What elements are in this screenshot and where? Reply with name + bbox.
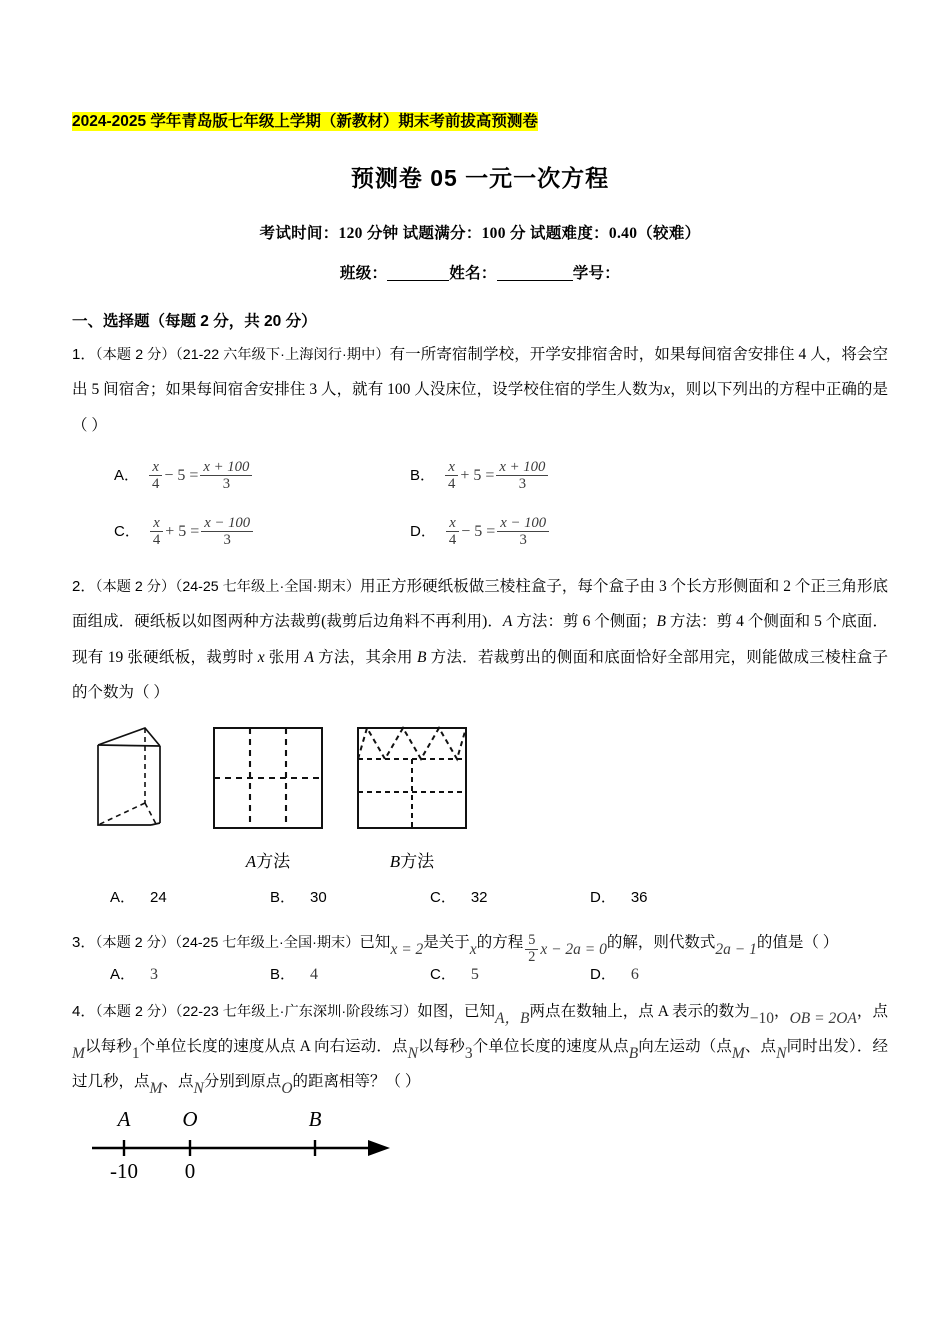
question-1-number: 1．	[72, 346, 96, 363]
question-4-t7: 以每秒	[417, 1037, 465, 1055]
question-4-math-b: B	[628, 1044, 639, 1062]
exam-meta-line: 考试时间：120 分钟 试题满分：100 分 试题难度：0.40（较难）	[259, 225, 701, 242]
question-3	[72, 925, 888, 966]
question-4-math-n3: N	[193, 1080, 204, 1098]
question-2-choice-a[interactable]	[110, 886, 270, 907]
number-line-svg	[82, 1104, 402, 1190]
class-blank	[387, 280, 449, 281]
question-4-t13: 分别到原点	[203, 1073, 282, 1091]
choice-value: 6	[630, 965, 639, 983]
choice-value: 5	[470, 965, 479, 983]
question-4-math-n: N	[407, 1044, 418, 1062]
question-4-math-neg10: −10	[749, 1009, 774, 1027]
fraction-rhs: $\frac{x + 100}{3}$	[200, 459, 252, 493]
question-1-var: x	[663, 381, 671, 399]
question-1-points: （本题 2 分）	[95, 347, 176, 363]
choice-value: 4	[310, 965, 319, 983]
fraction-lhs: $\frac{x}{4}$	[150, 515, 163, 549]
triangular-prism-svg	[88, 724, 183, 836]
choice-letter: A．	[114, 467, 140, 485]
question-4-t2: 两点在数轴上，点 A 表示的数为	[529, 1002, 750, 1020]
figure-method-a-caption: A方法	[245, 852, 291, 872]
method-b-label: B	[656, 613, 666, 631]
question-2-number: 2．	[72, 577, 96, 595]
choice-value: 36	[630, 889, 648, 907]
method-b-svg	[353, 724, 471, 836]
fraction-lhs: $\frac{x}{4}$	[445, 459, 458, 493]
method-a-label: A	[502, 613, 513, 631]
question-4-t11: 同时出发）．经过几秒，点	[72, 1037, 888, 1091]
exam-banner-title: 2024-2025 学年青岛版七年级上学期（新教材）期末考前拔高预测卷	[72, 113, 538, 130]
figure-method-b-caption: B方法	[389, 852, 435, 872]
number-line-value-zero: 0	[184, 1158, 196, 1183]
number-line-label-b: B	[308, 1106, 322, 1131]
choice-value: 32	[470, 889, 488, 907]
question-3-t3: 的方程	[476, 934, 524, 952]
number-line-value-neg10: -10	[110, 1158, 138, 1183]
question-3-points: （本题 2 分）	[95, 935, 175, 952]
question-4-number-line	[72, 1104, 888, 1195]
question-2-text-e: 方法．若裁剪出的侧面和底面恰好全部用完，则能做成三棱柱盒子的个数为（ ）	[72, 648, 888, 701]
method-a-label-2: A	[304, 648, 314, 666]
fraction-lhs: $\frac{x}{4}$	[446, 515, 459, 549]
question-1-choice-d[interactable]	[372, 515, 888, 549]
choice-letter: B．	[270, 889, 296, 907]
number-label: 学号：	[572, 265, 621, 282]
choice-operator: − 5 =	[461, 523, 496, 541]
question-2-choices	[72, 886, 888, 907]
question-1-text2: ，则以下列出的方程中正确的是（ ）	[72, 381, 888, 434]
question-3-t2: 是关于	[423, 934, 470, 952]
choice-operator: − 5 =	[164, 467, 199, 485]
question-4-math-ob-2oa: OB = 2OA	[789, 1009, 857, 1027]
question-4-math-3: 3	[464, 1044, 473, 1062]
question-4-math-ab: A，B	[495, 1009, 530, 1027]
question-3-math-2a-minus-1: 2a − 1	[715, 941, 757, 959]
question-4-t12: 、点	[162, 1073, 194, 1091]
name-blank	[497, 280, 573, 281]
question-3-t4: 的解，则代数式	[606, 934, 716, 952]
choice-letter: B．	[270, 965, 296, 983]
question-2-text-a: 方法：剪 6 个侧面；	[512, 613, 657, 631]
number-line-label-o: O	[182, 1106, 198, 1131]
question-4-t9: 向左运动（点	[638, 1037, 732, 1055]
question-1-choice-b[interactable]	[372, 459, 888, 493]
question-4-t1: 如图，已知	[417, 1002, 496, 1020]
question-3-source: （24-25 七年级上·全国·期末）	[174, 935, 360, 952]
figure-triangular-prism	[88, 724, 183, 841]
question-3-math-x: x	[469, 941, 477, 959]
method-a-svg	[209, 724, 327, 836]
question-2-text: 用正方形硬纸板做三棱柱盒子，每个盒子由 3 个长方形侧面和 2 个正三角形底面组成．硬纸板以如图两种方法裁剪(裁剪后边角料不再利用)．	[72, 577, 888, 631]
name-label: 姓名：	[449, 265, 497, 282]
question-3-choices	[72, 963, 888, 984]
question-2-text-d: 方法，其余用	[314, 648, 417, 666]
question-2-text-b: 方法：剪 4 个侧面和 5 个底面．现有 19 张硬纸板，裁剪时	[72, 613, 888, 666]
fraction-lhs: $\frac{x}{4}$	[149, 459, 162, 493]
question-2-choice-c[interactable]	[430, 886, 590, 907]
page-title: 预测卷 05 一元一次方程	[350, 165, 610, 191]
question-4-math-1: 1	[131, 1044, 140, 1062]
question-4-t6: 个单位长度的速度从点 A 向右运动．点	[139, 1037, 408, 1055]
question-3-math-equation: $\frac{5}{2}$ x − 2a = 0	[523, 932, 607, 967]
question-1-choice-c[interactable]	[72, 515, 372, 549]
question-3-math-x-equals-2: x = 2	[390, 941, 424, 959]
choice-letter: A．	[110, 965, 136, 983]
fraction-rhs: $\frac{x - 100}{3}$	[497, 515, 549, 549]
number-line-label-a: A	[117, 1106, 131, 1131]
question-1	[72, 337, 888, 443]
choice-operator: + 5 =	[165, 523, 200, 541]
choice-letter: C．	[430, 965, 456, 983]
choice-letter: C．	[114, 523, 140, 541]
question-2-var-x: x	[257, 648, 265, 666]
question-2-text-c: 张用	[264, 648, 305, 666]
choice-letter: D．	[590, 965, 616, 983]
question-4-math-o: O	[281, 1080, 293, 1098]
figure-method-b	[353, 724, 471, 872]
question-4	[72, 994, 888, 1100]
figure-method-a	[209, 724, 327, 872]
question-2-figures	[72, 724, 888, 872]
question-2-source: （24-25 七年级上·全国·期末）	[175, 578, 361, 595]
question-2-points: （本题 2 分）	[95, 578, 176, 595]
question-2-choice-d[interactable]	[590, 886, 888, 907]
choice-letter: C．	[430, 889, 456, 907]
question-3-t1: 已知	[359, 934, 391, 952]
question-4-points: （本题 2 分）	[95, 1003, 176, 1020]
question-1-source: （21-22 六年级下·上海闵行·期中）	[175, 347, 390, 363]
question-3-number: 3．	[72, 934, 96, 952]
question-4-t14: 的距离相等？（ ）	[292, 1073, 421, 1091]
question-4-t10: 、点	[744, 1037, 777, 1055]
question-4-number: 4．	[72, 1002, 96, 1020]
question-4-t3: ，	[773, 1002, 790, 1020]
question-4-math-n2: N	[776, 1044, 787, 1062]
question-3-t5: 的值是（ ）	[756, 934, 839, 952]
question-4-t4: ，点	[856, 1002, 888, 1020]
question-4-source: （22-23 七年级上·广东深圳·阶段练习）	[175, 1003, 418, 1020]
question-4-t5: 以每秒	[84, 1037, 132, 1055]
choice-letter: D．	[410, 523, 436, 541]
student-info-line	[72, 261, 888, 283]
choice-value: 24	[150, 889, 167, 907]
question-3-choice-a[interactable]	[110, 963, 270, 984]
question-4-math-m3: M	[149, 1080, 163, 1098]
choice-value: 3	[150, 965, 159, 983]
question-1-choices	[72, 459, 888, 549]
question-2	[72, 569, 888, 710]
method-b-label-2: B	[417, 648, 427, 666]
question-4-math-m2: M	[731, 1044, 745, 1062]
fraction-rhs: $\frac{x + 100}{3}$	[496, 459, 548, 493]
choice-operator: + 5 =	[460, 467, 495, 485]
choice-letter: D．	[590, 889, 616, 907]
choice-letter: A．	[110, 889, 136, 907]
section-heading-choice: 一、选择题（每题 2 分，共 20 分）	[72, 313, 317, 330]
choice-letter: B．	[410, 467, 436, 485]
question-1-text: 有一所寄宿制学校，开学安排宿舍时，如果每间宿舍安排住 4 人，将会空出 5 间宿舍；如果每间宿舍安排住 3 人，就有 100 人没床位，设学校住宿的学生人数为	[72, 346, 888, 399]
class-label: 班级：	[339, 265, 388, 282]
question-1-choice-a[interactable]	[72, 459, 372, 493]
choice-value: 30	[310, 889, 327, 907]
fraction-five-halves: $\frac{5}{2}$	[525, 933, 538, 966]
page-content	[72, 0, 888, 1195]
question-4-math-m: M	[72, 1044, 85, 1062]
question-4-t8: 个单位长度的速度从点	[472, 1037, 629, 1055]
banner-row	[72, 112, 888, 132]
question-2-choice-b[interactable]	[270, 886, 430, 907]
fraction-rhs: $\frac{x - 100}{3}$	[201, 515, 253, 549]
